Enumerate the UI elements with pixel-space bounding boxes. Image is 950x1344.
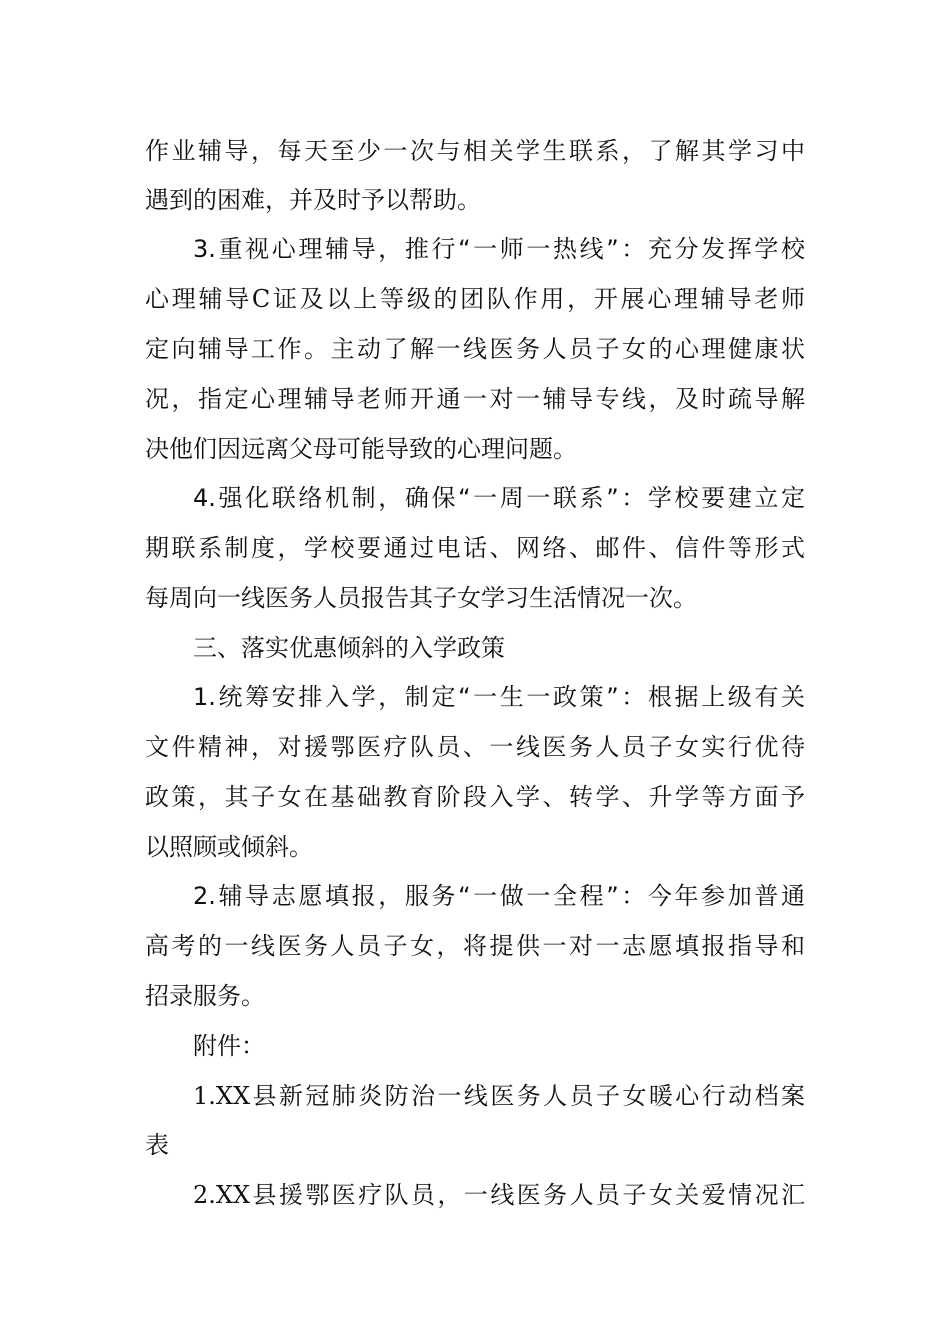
paragraph-lead: 4.强化联络机制，确保“一周一联系”：	[193, 484, 648, 512]
paragraph-line: 以照顾或倾斜。	[145, 833, 313, 861]
paragraph-line: 定向辅导工作。主动了解一线医务人员子女的心理健康状	[145, 335, 805, 363]
paragraph-line: 政策，其子女在基础教育阶段入学、转学、升学等方面予	[145, 783, 805, 811]
paragraph-lead: 1.统筹安排入学，制定“一生一政策”：	[193, 683, 648, 711]
paragraph-line	[193, 876, 805, 916]
paragraph-lead: 2.辅导志愿填报，服务“一做一全程”：	[193, 882, 648, 910]
paragraph-line: 心理辅导C证及以上等级的团队作用，开展心理辅导老师	[145, 285, 805, 313]
paragraph-line: 遇到的困难，并及时予以帮助。	[145, 186, 481, 214]
paragraph-line: 决他们因远离父母可能导致的心理问题。	[145, 435, 577, 463]
paragraph-line: 作业辅导，每天至少一次与相关学生联系，了解其学习中	[145, 137, 805, 165]
paragraph-line	[193, 229, 805, 269]
paragraph-line	[193, 677, 805, 717]
section-heading: 三、落实优惠倾斜的入学政策	[193, 634, 505, 662]
paragraph-line: 期联系制度，学校要通过电话、网络、邮件、信件等形式	[145, 534, 805, 562]
paragraph-line: 每周向一线医务人员报告其子女学习生活情况一次。	[145, 584, 697, 612]
paragraph-line: 况，指定心理辅导老师开通一对一辅导专线，及时疏导解	[145, 385, 805, 413]
paragraph-text: 充分发挥学校	[647, 235, 806, 263]
attachment-item: 1.XX县新冠肺炎防治一线医务人员子女暖心行动档案	[193, 1082, 805, 1110]
paragraph-lead: 3.重视心理辅导，推行“一师一热线”：	[193, 235, 648, 263]
paragraph-line: 高考的一线医务人员子女，将提供一对一志愿填报指导和	[145, 932, 805, 960]
paragraph-line	[193, 478, 805, 518]
attachments-label: 附件：	[193, 1032, 265, 1060]
paragraph-line: 文件精神，对援鄂医疗队员、一线医务人员子女实行优待	[145, 733, 805, 761]
paragraph-text: 根据上级有关	[647, 683, 806, 711]
attachment-item-continued: 表	[145, 1131, 169, 1159]
paragraph-line: 招录服务。	[145, 982, 265, 1010]
paragraph-text: 今年参加普通	[647, 882, 806, 910]
attachment-item: 2.XX县援鄂医疗队员，一线医务人员子女关爱情况汇	[193, 1181, 805, 1209]
paragraph-text: 学校要建立定	[647, 484, 806, 512]
